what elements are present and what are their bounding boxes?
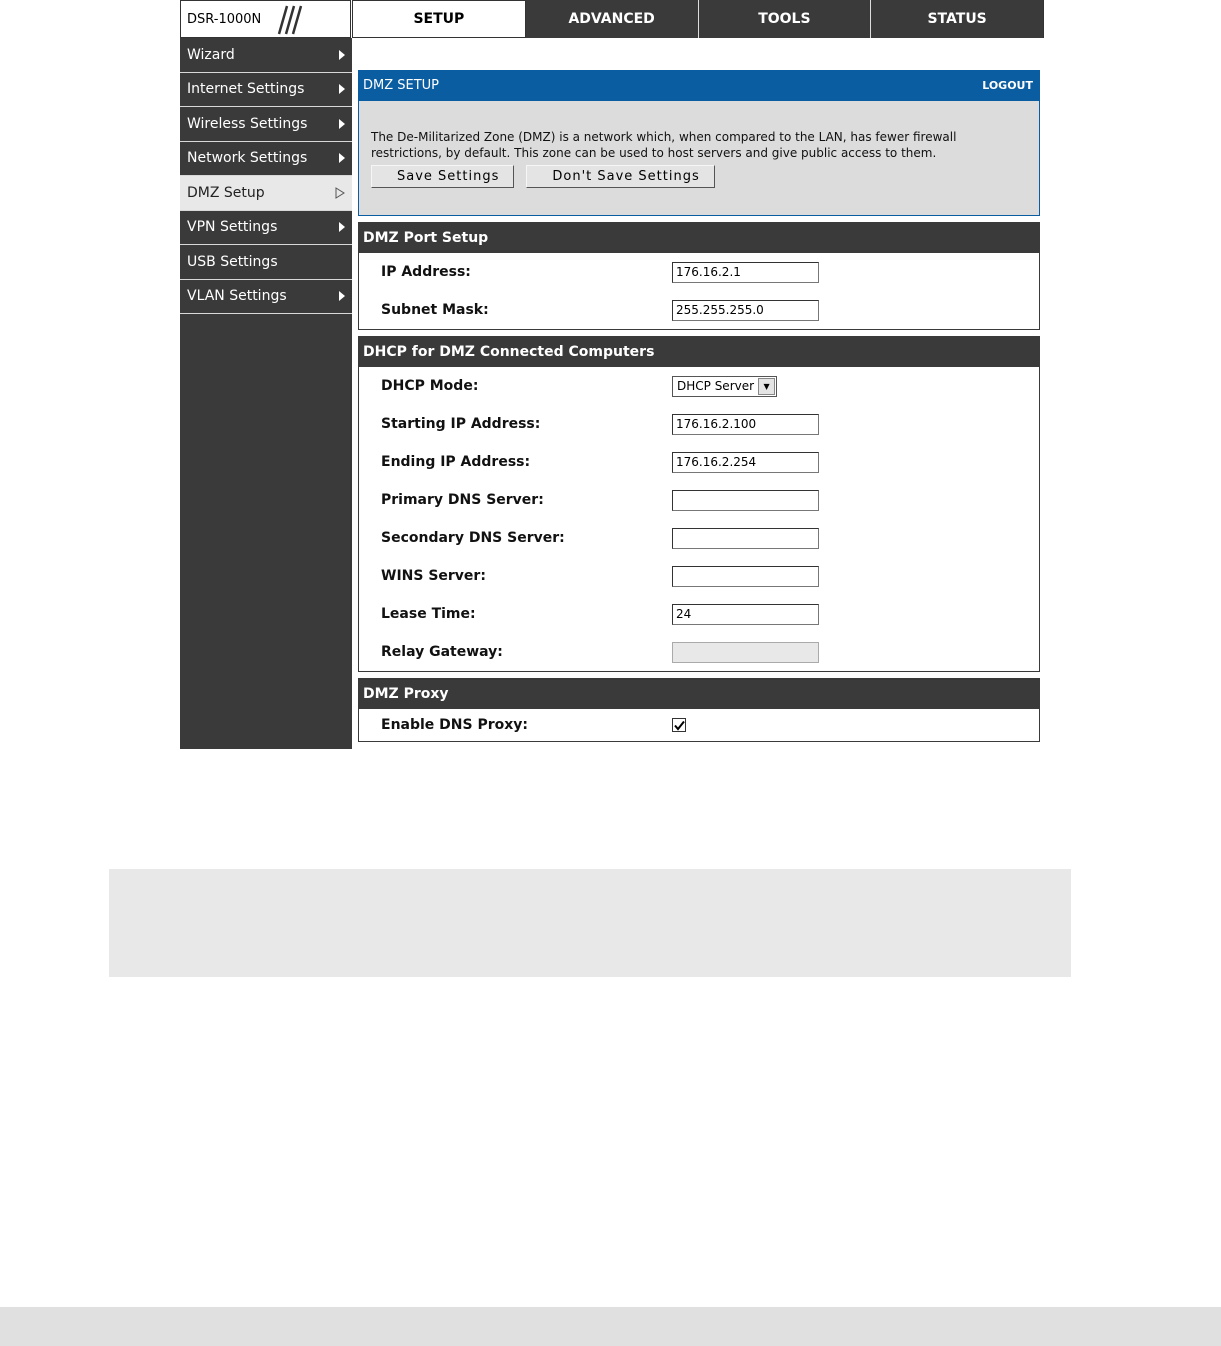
main-tabs (352, 0, 1044, 38)
wins-server-input[interactable] (672, 566, 819, 587)
form-row (359, 291, 1039, 329)
sidebar-item-wizard[interactable] (180, 38, 352, 73)
caret-right-icon (339, 222, 345, 232)
document-footer-band (0, 1307, 1221, 1346)
secondary-dns-label: Secondary DNS Server: (381, 530, 565, 546)
sidebar-item-dmz-setup[interactable] (180, 176, 352, 211)
ending-ip-label: Ending IP Address: (381, 454, 531, 470)
page-header (358, 70, 1040, 101)
sidebar-item-label: USB Settings (187, 253, 278, 270)
lease-time-input[interactable] (672, 604, 819, 625)
tab-status[interactable]: STATUS (871, 0, 1044, 38)
main-content (358, 70, 1040, 742)
sidebar-item-wireless-settings[interactable] (180, 107, 352, 142)
ending-ip-input[interactable] (672, 452, 819, 473)
caret-right-icon (339, 291, 345, 301)
dhcp-mode-value: DHCP Server (677, 379, 755, 393)
secondary-dns-input[interactable] (672, 528, 819, 549)
model-name: DSR-1000N (187, 12, 262, 27)
sidebar-item-usb-settings[interactable] (180, 245, 352, 280)
form-row (359, 481, 1039, 519)
sidebar-item-label: Internet Settings (187, 81, 305, 98)
subnet-mask-label: Subnet Mask: (381, 302, 489, 318)
sidebar (180, 38, 352, 749)
subnet-mask-input[interactable] (672, 300, 819, 321)
dhcp-section (358, 336, 1040, 672)
section-title: DMZ Proxy (359, 679, 1039, 709)
form-row (359, 595, 1039, 633)
checkmark-icon (674, 720, 685, 731)
form-row (359, 443, 1039, 481)
logout-link[interactable]: LOGOUT (982, 79, 1033, 92)
section-title: DMZ Port Setup (359, 223, 1039, 253)
form-row (359, 557, 1039, 595)
form-row (359, 405, 1039, 443)
dhcp-mode-select[interactable] (672, 376, 777, 397)
sidebar-item-label: Wireless Settings (187, 115, 308, 132)
document-gray-band (109, 869, 1071, 977)
sidebar-item-label: VPN Settings (187, 219, 278, 236)
sidebar-item-network-settings[interactable] (180, 142, 352, 177)
form-row (359, 633, 1039, 671)
logo-slashes-icon (269, 4, 309, 36)
intro-description: The De-Militarized Zone (DMZ) is a network which, when compared to the LAN, has fewer firewall restrictions, by default. This zone can be used to host servers and give public access to them. (371, 130, 957, 160)
sidebar-item-label: VLAN Settings (187, 288, 287, 305)
starting-ip-input[interactable] (672, 414, 819, 435)
relay-gateway-input (672, 642, 819, 663)
dropdown-arrow-icon: ▼ (758, 378, 775, 395)
tab-tools[interactable]: TOOLS (699, 0, 872, 38)
save-settings-button[interactable]: Save Settings (371, 165, 514, 188)
form-row (359, 709, 1039, 741)
sidebar-item-label: Wizard (187, 46, 235, 63)
dns-proxy-label: Enable DNS Proxy: (381, 717, 528, 733)
tab-advanced[interactable]: ADVANCED (526, 0, 699, 38)
caret-right-outline-icon (335, 187, 345, 199)
ip-address-label: IP Address: (381, 264, 471, 280)
primary-dns-input[interactable] (672, 490, 819, 511)
sidebar-item-label: Network Settings (187, 150, 308, 167)
caret-right-icon (339, 84, 345, 94)
form-row (359, 519, 1039, 557)
sidebar-item-label: DMZ Setup (187, 184, 265, 201)
dmz-port-setup-section (358, 222, 1040, 330)
caret-right-icon (339, 50, 345, 60)
form-row (359, 253, 1039, 291)
section-title: DHCP for DMZ Connected Computers (359, 337, 1039, 367)
dns-proxy-checkbox[interactable] (672, 718, 686, 732)
primary-dns-label: Primary DNS Server: (381, 492, 544, 508)
sidebar-item-internet-settings[interactable] (180, 73, 352, 108)
form-row (359, 367, 1039, 405)
dmz-proxy-section (358, 678, 1040, 742)
dhcp-mode-label: DHCP Mode: (381, 378, 479, 394)
starting-ip-label: Starting IP Address: (381, 416, 541, 432)
model-logo (180, 0, 351, 38)
tab-setup[interactable]: SETUP (352, 0, 526, 38)
caret-right-icon (339, 153, 345, 163)
sidebar-item-vpn-settings[interactable] (180, 211, 352, 246)
wins-server-label: WINS Server: (381, 568, 486, 584)
dont-save-settings-button[interactable]: Don't Save Settings (526, 165, 714, 188)
sidebar-item-vlan-settings[interactable] (180, 280, 352, 315)
intro-panel (358, 101, 1040, 216)
page-title: DMZ SETUP (363, 78, 440, 93)
ip-address-input[interactable] (672, 262, 819, 283)
lease-time-label: Lease Time: (381, 606, 476, 622)
caret-right-icon (339, 119, 345, 129)
relay-gateway-label: Relay Gateway: (381, 644, 503, 660)
